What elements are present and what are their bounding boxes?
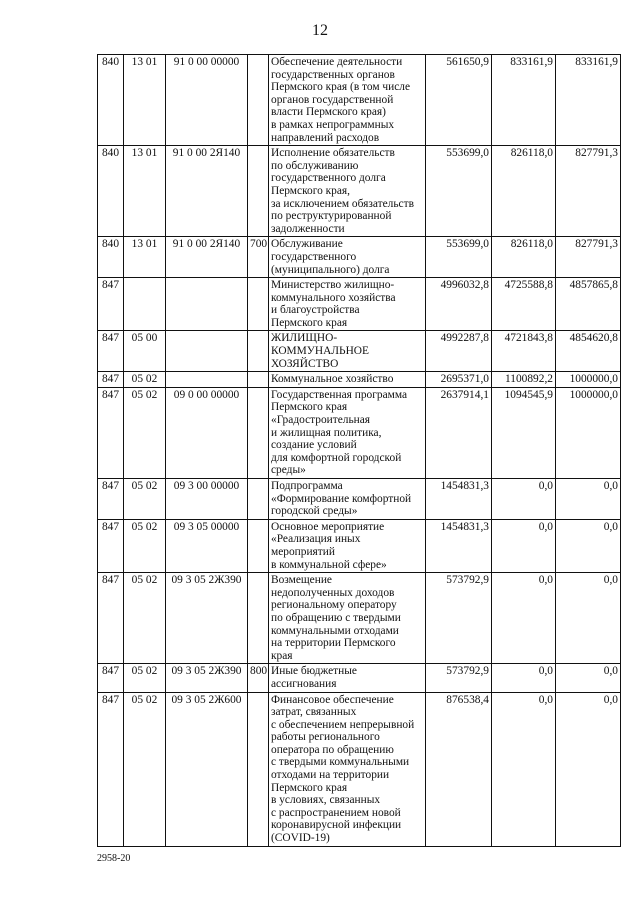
cell-amount-year-1: 573792,9 [426,664,492,692]
budget-table-body [98,55,621,847]
cell-ved-code: 847 [98,372,124,388]
cell-expense-type: 700 [248,237,269,278]
cell-ved-code: 847 [98,387,124,478]
cell-amount-year-1: 2637914,1 [426,387,492,478]
cell-amount-year-3: 1000000,0 [556,387,621,478]
cell-amount-year-1: 4996032,8 [426,278,492,331]
cell-ved-code: 840 [98,55,124,146]
cell-target-article: 09 3 05 2Ж600 [166,692,248,846]
cell-section-code: 05 02 [124,479,166,520]
cell-amount-year-2: 833161,9 [492,55,556,146]
cell-section-code: 13 01 [124,55,166,146]
table-row [98,331,621,372]
budget-table [97,54,621,847]
cell-amount-year-3: 827791,3 [556,237,621,278]
cell-target-article: 91 0 00 2Я140 [166,146,248,237]
cell-section-code: 05 02 [124,664,166,692]
cell-section-code: 13 01 [124,146,166,237]
cell-expense-type [248,519,269,572]
table-row [98,146,621,237]
cell-section-code: 05 02 [124,372,166,388]
cell-amount-year-3: 0,0 [556,519,621,572]
cell-ved-code: 847 [98,331,124,372]
cell-name: Коммунальное хозяйство [269,372,426,388]
cell-expense-type [248,278,269,331]
cell-expense-type [248,387,269,478]
cell-expense-type [248,479,269,520]
page-number: 12 [312,22,328,39]
cell-target-article [166,331,248,372]
cell-section-code: 13 01 [124,237,166,278]
cell-ved-code: 840 [98,237,124,278]
cell-ved-code: 847 [98,664,124,692]
cell-amount-year-3: 0,0 [556,479,621,520]
cell-amount-year-2: 4725588,8 [492,278,556,331]
cell-expense-type [248,372,269,388]
table-row [98,664,621,692]
cell-amount-year-1: 561650,9 [426,55,492,146]
cell-name: Государственная программа Пермского края «Градостроительная и жилищная политика, создание условий для комфортной городской среды» [269,387,426,478]
cell-amount-year-2: 0,0 [492,573,556,664]
table-row [98,573,621,664]
cell-name: Обслуживание государственного (муниципального) долга [269,237,426,278]
table-row [98,387,621,478]
cell-section-code: 05 02 [124,519,166,572]
cell-section-code [124,278,166,331]
cell-amount-year-2: 826118,0 [492,237,556,278]
cell-amount-year-3: 4854620,8 [556,331,621,372]
cell-name: Обеспечение деятельности государственных органов Пермского края (в том числе органов государственной власти Пермского края) в рамках непрограммных направлений расходов [269,55,426,146]
cell-expense-type [248,55,269,146]
cell-target-article: 09 3 05 2Ж390 [166,664,248,692]
cell-amount-year-3: 1000000,0 [556,372,621,388]
cell-section-code: 05 00 [124,331,166,372]
table-row [98,237,621,278]
cell-section-code: 05 02 [124,387,166,478]
cell-amount-year-1: 1454831,3 [426,519,492,572]
cell-name: ЖИЛИЩНО- КОММУНАЛЬНОЕ ХОЗЯЙСТВО [269,331,426,372]
cell-target-article: 91 0 00 2Я140 [166,237,248,278]
cell-amount-year-1: 553699,0 [426,146,492,237]
cell-target-article: 09 3 00 00000 [166,479,248,520]
cell-ved-code: 847 [98,573,124,664]
cell-amount-year-3: 0,0 [556,664,621,692]
cell-section-code: 05 02 [124,573,166,664]
cell-expense-type [248,692,269,846]
cell-target-article [166,372,248,388]
cell-amount-year-2: 0,0 [492,692,556,846]
cell-target-article: 91 0 00 00000 [166,55,248,146]
cell-amount-year-3: 0,0 [556,692,621,846]
table-row [98,278,621,331]
cell-amount-year-3: 833161,9 [556,55,621,146]
cell-amount-year-2: 1094545,9 [492,387,556,478]
cell-amount-year-3: 827791,3 [556,146,621,237]
document-code: 2958-20 [97,853,131,864]
cell-name: Исполнение обязательств по обслуживанию государственного долга Пермского края, за исключением обязательств по реструктурированной задолженности [269,146,426,237]
cell-expense-type [248,146,269,237]
cell-name: Основное мероприятие «Реализация иных мероприятий в коммунальной сфере» [269,519,426,572]
cell-target-article: 09 0 00 00000 [166,387,248,478]
cell-amount-year-3: 0,0 [556,573,621,664]
cell-amount-year-1: 553699,0 [426,237,492,278]
cell-name: Подпрограмма «Формирование комфортной городской среды» [269,479,426,520]
cell-amount-year-2: 0,0 [492,479,556,520]
cell-ved-code: 847 [98,278,124,331]
cell-target-article [166,278,248,331]
cell-ved-code: 847 [98,519,124,572]
cell-amount-year-1: 1454831,3 [426,479,492,520]
table-row [98,479,621,520]
cell-target-article: 09 3 05 2Ж390 [166,573,248,664]
cell-expense-type [248,573,269,664]
table-row [98,55,621,146]
cell-ved-code: 847 [98,479,124,520]
cell-amount-year-3: 4857865,8 [556,278,621,331]
cell-amount-year-1: 4992287,8 [426,331,492,372]
cell-target-article: 09 3 05 00000 [166,519,248,572]
cell-section-code: 05 02 [124,692,166,846]
cell-amount-year-2: 0,0 [492,664,556,692]
cell-ved-code: 840 [98,146,124,237]
cell-name: Возмещение недополученных доходов региональному оператору по обращению с твердыми коммунальными отходами на территории Пермского края [269,573,426,664]
cell-amount-year-2: 1100892,2 [492,372,556,388]
cell-ved-code: 847 [98,692,124,846]
table-row [98,372,621,388]
cell-expense-type: 800 [248,664,269,692]
cell-amount-year-2: 0,0 [492,519,556,572]
cell-name: Министерство жилищно- коммунального хозяйства и благоустройства Пермского края [269,278,426,331]
cell-amount-year-2: 826118,0 [492,146,556,237]
cell-expense-type [248,331,269,372]
table-row [98,519,621,572]
cell-name: Иные бюджетные ассигнования [269,664,426,692]
table-row [98,692,621,846]
cell-amount-year-1: 2695371,0 [426,372,492,388]
cell-name: Финансовое обеспечение затрат, связанных с обеспечением непрерывной работы регионального оператора по обращению с твердыми коммунальными отходами на территории Пермского края в условиях, связанных с распространением новой коронавирусной инфекции (COVID-19) [269,692,426,846]
cell-amount-year-1: 876538,4 [426,692,492,846]
cell-amount-year-1: 573792,9 [426,573,492,664]
cell-amount-year-2: 4721843,8 [492,331,556,372]
